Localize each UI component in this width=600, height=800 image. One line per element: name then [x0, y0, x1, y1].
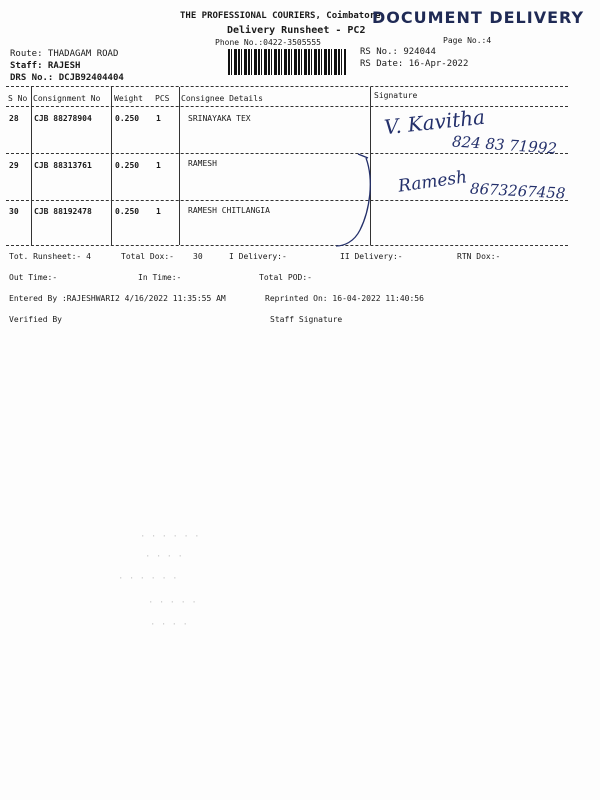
col-header-weight: Weight [114, 94, 143, 103]
document-delivery-stamp: DOCUMENT DELIVERY [372, 8, 585, 27]
row-consignee: RAMESH [188, 159, 217, 168]
show-through-mark: · · · · · [148, 598, 197, 608]
show-through-mark: · · · · · · [140, 532, 200, 542]
entered-by: Entered By :RAJESHWARI2 4/16/2022 11:35:55 AM [9, 294, 226, 303]
handwritten-phone-2: 8673267458 [469, 179, 566, 203]
staff-name: Staff: RAJESH [10, 61, 81, 71]
staff-signature: Staff Signature [270, 315, 343, 324]
handwritten-signature-name: V. Kavitha [383, 104, 487, 140]
show-through-mark: · · · · [145, 552, 183, 562]
handwritten-phone-1: 824 83 71992 [451, 132, 558, 158]
in-time: In Time:- [138, 273, 182, 282]
col-header-consignee: Consignee Details [181, 94, 263, 103]
table-bottom-rule [6, 245, 568, 246]
col-header-pcs: PCS [155, 94, 170, 103]
page-number: Page No.:4 [443, 36, 492, 45]
rs-date: RS Date: 16-Apr-2022 [360, 59, 469, 69]
row-weight: 0.250 [115, 207, 140, 216]
phone-number: Phone No.:0422-3505555 [215, 38, 321, 47]
verified-by: Verified By [9, 315, 62, 324]
company-name: THE PROFESSIONAL COURIERS, Coimbatore [180, 11, 381, 21]
rtn-dox: RTN Dox:- [457, 252, 501, 261]
col-header-sno: S No [8, 94, 28, 103]
handwritten-signature-scribble: Ramesh [396, 167, 469, 197]
total-dox-value: 30 [193, 252, 203, 261]
tot-runsheet: Tot. Runsheet:- 4 [9, 252, 91, 261]
row-pcs: 1 [156, 161, 161, 170]
row-weight: 0.250 [115, 161, 140, 170]
row-sno: 29 [9, 161, 19, 170]
row-pcs: 1 [156, 114, 161, 123]
show-through-mark: · · · · [150, 620, 188, 630]
row-divider [6, 200, 568, 201]
row-consignment: CJB 88313761 [34, 161, 92, 170]
col-header-signature: Signature [374, 91, 418, 100]
column-divider [179, 87, 180, 245]
column-divider [111, 87, 112, 245]
out-time: Out Time:- [9, 273, 58, 282]
route: Route: THADAGAM ROAD [10, 49, 119, 59]
barcode [228, 49, 346, 75]
row-consignee: SRINAYAKA TEX [188, 114, 251, 123]
row-consignment: CJB 88278904 [34, 114, 92, 123]
runsheet-title: Delivery Runsheet - PC2 [227, 25, 366, 36]
table-top-rule [6, 86, 568, 87]
row-divider [6, 153, 568, 154]
row-consignee: RAMESH CHITLANGIA [188, 206, 270, 215]
col-header-consignment: Consignment No [33, 94, 101, 103]
row-sno: 28 [9, 114, 19, 123]
reprinted-on: Reprinted On: 16-04-2022 11:40:56 [265, 294, 424, 303]
total-pod: Total POD:- [259, 273, 312, 282]
row-pcs: 1 [156, 207, 161, 216]
row-consignment: CJB 88192478 [34, 207, 92, 216]
row-sno: 30 [9, 207, 19, 216]
row-weight: 0.250 [115, 114, 140, 123]
total-dox-label: Total Dox:- [121, 252, 174, 261]
drs-number: DRS No.: DCJB92404404 [10, 73, 124, 83]
show-through-mark: · · · · · · [118, 574, 178, 584]
handwritten-stroke [330, 150, 380, 250]
column-divider [31, 87, 32, 245]
i-delivery: I Delivery:- [229, 252, 287, 261]
rs-number: RS No.: 924044 [360, 47, 436, 57]
ii-delivery: II Delivery:- [340, 252, 403, 261]
